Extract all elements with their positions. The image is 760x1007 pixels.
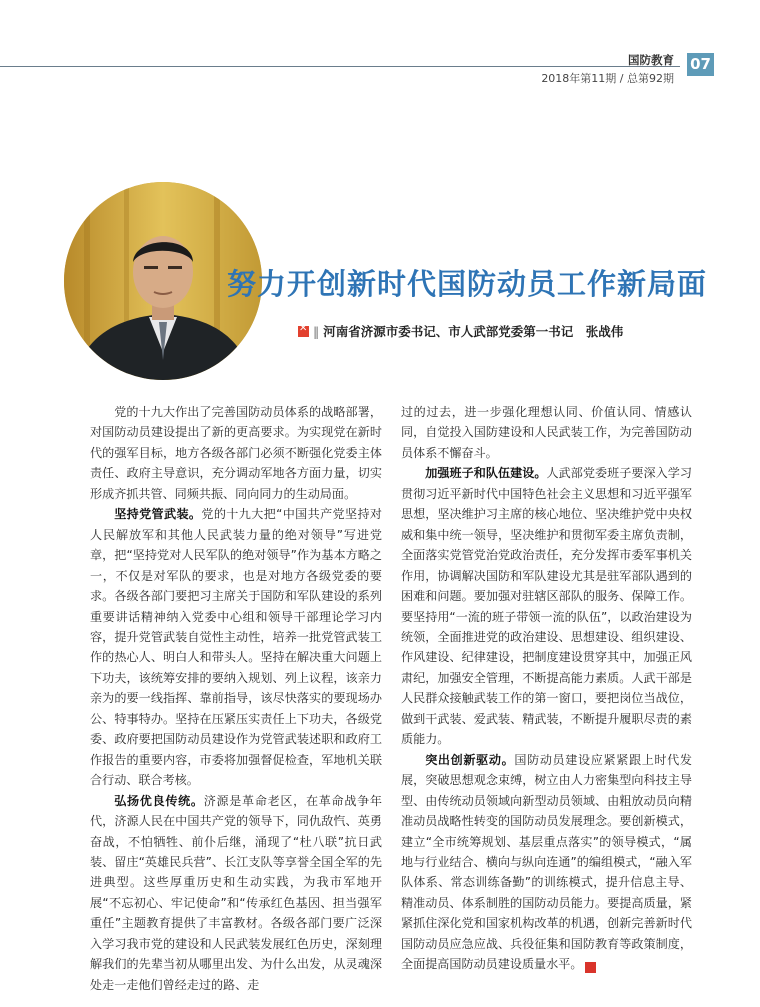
issue-info: 2018年第11期 / 总第92期 <box>541 72 674 85</box>
paragraph <box>401 463 692 749</box>
paragraph-text: 党的十九大把“中国共产党坚持对人民解放军和其他人民武装力量的绝对领导”写进党章，把“坚持党对人民军队的绝对领导”作为基本方略之一，不仅是对军队的要求，也是对地方各级党委的要求。各级各部门要把习主席关于国防和军队建设的系列重要讲话精神纳入党委中心组和领导干部理论学习内容，提升党管武装自觉性主动性，培养一批党管武装工作的热心人、明白人和带头人。坚持在解决重大问题上下功夫，该统筹安排的要纳入规划、列上议程，该亲力亲为的要一线指挥、靠前指导，该尽快落实的要现场办公、特事特办。坚持在压紧压实责任上下功夫，各级党委、政府要把国防动员建设作为党管武装述职和政府工作报告的重要内容，市委将加强督促检查，军地机关联合行动、联合考核。 <box>90 507 382 788</box>
article-byline <box>298 322 708 340</box>
paragraph-continued: 过的过去，进一步强化理想认同、价值认同、情感认同，自觉投入国防建设和人民武装工作，为完善国防动员体系不懈奋斗。 <box>401 405 692 460</box>
end-mark-icon: G <box>585 962 596 973</box>
paragraph-heading: 加强班子和队伍建设。 <box>425 466 547 481</box>
paragraph-heading: 弘扬优良传统。 <box>114 793 204 808</box>
byline-bars-icon: ‖ <box>313 324 320 339</box>
header-rule <box>0 66 680 67</box>
paragraph <box>90 791 382 996</box>
section-name: 国防教育 <box>628 53 674 67</box>
paragraph <box>401 750 692 975</box>
page-number: 07 <box>687 53 714 76</box>
paragraph-text: 国防动员建设应紧紧跟上时代发展，突破思想观念束缚，树立由人力密集型向科技主导型、由传统动员领域向新型动员领域、由粗放动员向精准动员战略性转变的国防动员发展理念。要创新模式，建立“全市统筹规划、基层重点落实”的领导模式，“属地与行业结合、横向与纵向连通”的编组模式，“融入军队体系、常态训练备勤”的训练模式，提升信息主导、精准动员、体系制胜的国防动员能力。要提高质量，紧紧抓住深化党和国家机构改革的机遇，创新完善新时代国防动员应急应战、兵役征集和国防教育等政策制度，全面提高国防动员建设质量水平。 <box>401 752 692 972</box>
paragraph <box>90 504 382 790</box>
text-column-left <box>90 402 382 995</box>
paragraph-heading: 突出创新驱动。 <box>425 752 515 767</box>
text-column-right <box>401 402 692 975</box>
paragraph-heading: 坚持党管武装。 <box>114 507 202 522</box>
byline-text: 河南省济源市委书记、市人武部党委第一书记 张战伟 <box>323 324 624 339</box>
paragraph-text: 人武部党委班子要深入学习贯彻习近平新时代中国特色社会主义思想和习近平强军思想，坚决维护习主席的核心地位、坚决维护党中央权威和集中统一领导，坚决维护和贯彻军委主席负责制，全面落实党管党治党政治责任，充分发挥市委军事机关作用，协调解决国防和军队建设尤其是驻军部队遇到的困难和问题。要加强对驻辖区部队的服务、保障工作。要坚持用“一流的班子带领一流的队伍”，以政治建设为统领，全面推进党的政治建设、思想建设、组织建设、作风建设、纪律建设，把制度建设贯穿其中，加强正风肃纪，加强安全管理，不断提高能力素质。人武干部是人民群众接触武装工作的第一窗口，要把岗位当战位，做到干武装、爱武装、精武装，不断提升履职尽责的素质能力。 <box>401 466 692 747</box>
paragraph-text: 济源是革命老区，在革命战争年代，济源人民在中国共产党的领导下，同仇敌忾、英勇奋战，不怕牺牲、前仆后继，涌现了“杜八联”抗日武装、留庄“英雄民兵营”、长江支队等享誉全国全军的先进典型。这些厚重历史和生动实践，为我市军地开展“不忘初心、牢记使命”和“传承红色基因、担当强军重任”主题教育提供了丰富教材。各级各部门要广泛深入学习我市党的建设和人民武装发展红色历史，深刻理解我们的先辈当初从哪里出发、为什么出发，从灵魂深处走一走他们曾经走过的路、走 <box>90 793 382 992</box>
article-title: 努力开创新时代国防动员工作新局面 <box>226 267 707 301</box>
paragraph: 党的十九大作出了完善国防动员体系的战略部署，对国防动员建设提出了新的更高要求。为实现党在新时代的强军目标，地方各级各部门必须不断强化党委主体责任、政府主导意识，充分调动军地各方面力量，切实形成齐抓共管、同频共振、同向同力的生动局面。 <box>90 405 382 501</box>
byline-mark-icon <box>298 326 309 337</box>
